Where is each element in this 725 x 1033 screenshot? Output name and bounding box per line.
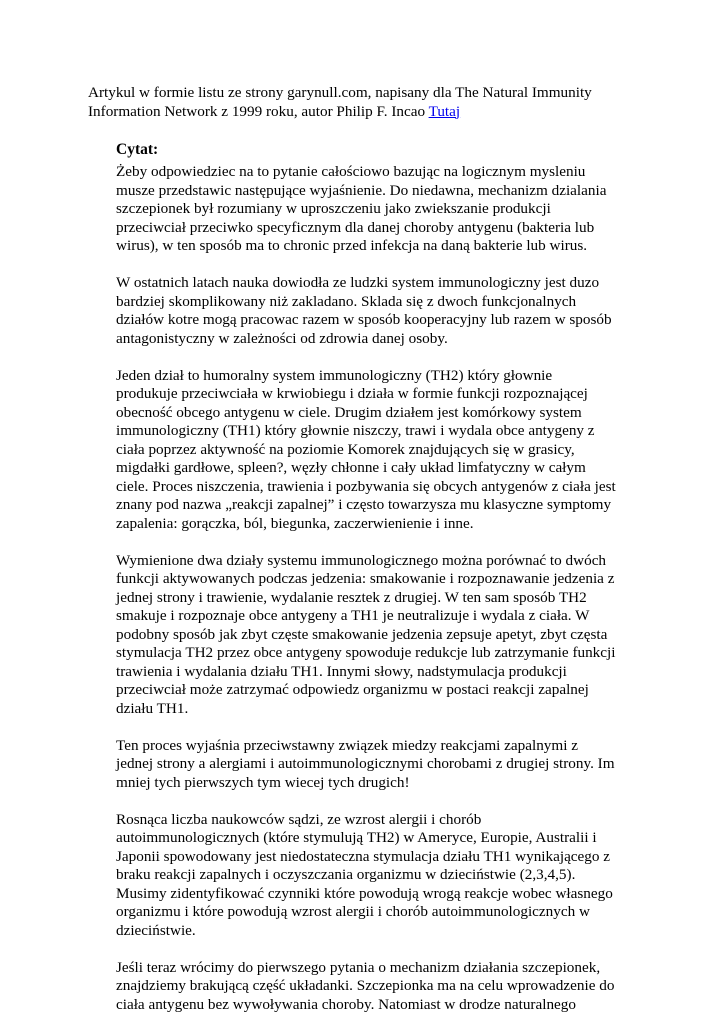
source-link[interactable]: Tutaj — [428, 102, 461, 120]
quote-paragraph-7: Jeśli teraz wrócimy do pierwszego pytania o mechanizm działania szczepionek, znajdziemy brakującą część układanki. Szczepionka ma na celu wprowadzenie do ciała antygenu bez wywoływania choroby. Natomiast w drodze naturalnego — [116, 958, 615, 1013]
quote-paragraph-6: Rosnąca liczba naukowców sądzi, ze wzrost alergii i chorób autoimmunologicznych (które stymulują TH2) w Ameryce, Europie, Australii i Japonii spowodowany jest niedostateczna stymulacja działu TH1 wynikającego z braku reakcji zapalnych i oczyszczania organizmu w dzieciństwie (2,3,4,5). Musimy zidentyfikować czynniki które powodują wrogą reakcje wobec własnego organizmu i które powodują wzrost alergii i chorób autoimmunologicznych w dzieciństwie. — [116, 810, 613, 939]
intro-paragraph — [88, 84, 648, 121]
quote-heading: Cytat: — [116, 141, 159, 158]
quote-paragraph-2: W ostatnich latach nauka dowiodła ze ludzki system immunologiczny jest duzo bardziej skomplikowany niż zakladano. Sklada się z dwoch funkcjonalnych działów kotre mogą pracowac razem w sposób kooperacyjny lub razem w sposób antagonistyczny w zależności od zdrowia danej osoby. — [116, 274, 612, 347]
quote-paragraph-4: Wymienione dwa działy systemu immunologicznego można porównać to dwóch funkcji aktywowanych podczas jedzenia: smakowanie i rozpoznawanie jedzenia z jednej strony i trawienie, wydalanie resztek z drugiej. W ten sam sposób TH2 smakuje i rozpoznaje obce antygeny a TH1 je neutralizuje i wydala z ciała. W podobny sposób jak zbyt częste smakowanie jedzenia zepsuje apetyt, zbyt częsta stymulacja TH2 przez obce antygeny spowoduje redukcje lub zatrzymanie funkcji trawienia i wydalania działu TH1. Innymi słowy, nadstymulacja produkcji przeciwciał może zatrzymać odpowiedz organizmu w postaci reakcji zapalnej działu TH1. — [116, 551, 616, 717]
intro-text: Artykul w formie listu ze strony garynull.com, napisany dla The Natural Immunity Information Network z 1999 roku, autor Philip F. Incao — [88, 84, 592, 120]
quote-paragraph-5: Ten proces wyjaśnia przeciwstawny związek miedzy reakcjami zapalnymi z jednej strony a alergiami i autoimmunologicznymi chorobami z drugiej strony. Im mniej tych pierwszych tym wiecej tych drugich! — [116, 736, 615, 791]
quote-block — [116, 140, 616, 1033]
quote-paragraph-3: Jeden dział to humoralny system immunologiczny (TH2) który głownie produkuje przeciwciała w krwiobiegu i działa w formie funkcji rozpoznającej obecność obcego antygenu w ciele. Drugim działem jest komórkowy system immunologiczny (TH1) który głownie niszczy, trawi i wydala obce antygeny z ciała poprzez aktywność na poziomie Komorek znajdujących się w grasicy, migdałki gardłowe, spleen?, węzły chłonne i cały układ limfatyczny w całym ciele. Proces niszczenia, trawienia i pozbywania się obcych antygenów z ciała jest znany pod nazwa „reakcji zapalnej” i często towarzysza mu klasyczne symptomy zapalenia: gorączka, ból, biegunka, zaczerwienienie i inne. — [116, 366, 616, 532]
quote-paragraph-1: Żeby odpowiedziec na to pytanie całościowo bazując na logicznym mysleniu musze przedstawic następujące wyjaśnienie. Do niedawna, mechanizm dzialania szczepionek był rozumiany w uproszczeniu jako zwiekszanie produkcji przeciwciał przeciwko specyficznym dla danej choroby antygenu (bakteria lub wirus), w ten sposób ma to chronic przed infekcja na daną bakterie lub wirus. — [116, 163, 607, 254]
